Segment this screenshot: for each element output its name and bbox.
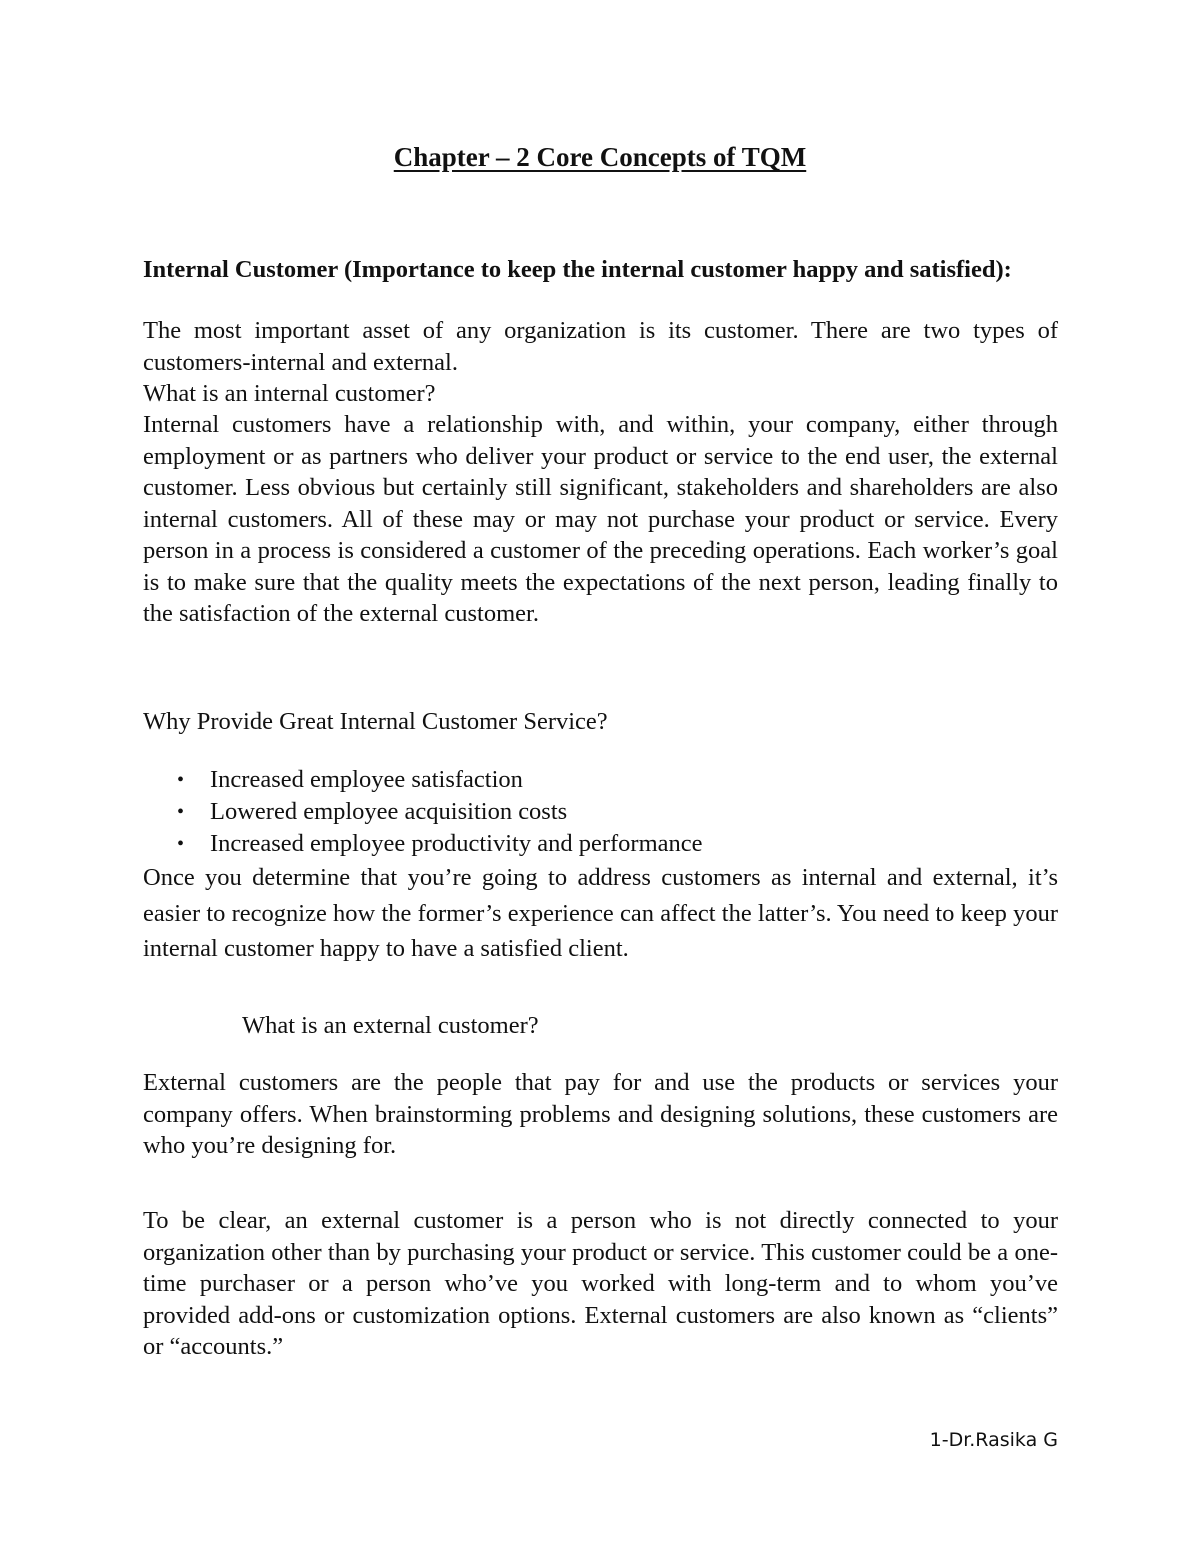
internal-customer-intro: The most important asset of any organization is its customer. There are two types of customers-internal and external. bbox=[143, 317, 1058, 376]
bullet-icon: • bbox=[177, 833, 185, 855]
list-item-text: Lowered employee acquisition costs bbox=[210, 798, 568, 825]
benefits-list bbox=[143, 764, 1058, 860]
list-item-text: Increased employee satisfaction bbox=[210, 766, 523, 793]
bullet-icon: • bbox=[177, 769, 185, 791]
list-item-text: Increased employee productivity and performance bbox=[210, 830, 703, 857]
bullet-icon: • bbox=[177, 801, 185, 823]
why-service-heading: Why Provide Great Internal Customer Service? bbox=[143, 708, 608, 735]
list-item bbox=[143, 796, 1058, 828]
external-customer-body: External customers are the people that pay for and use the products or services your company offers. When brainstorming problems and designing solutions, these customers are who you’re designing for. bbox=[143, 1069, 1058, 1159]
list-item bbox=[143, 828, 1058, 860]
internal-customer-heading: Internal Customer (Importance to keep the internal customer happy and satisfied): bbox=[143, 256, 1012, 283]
internal-customer-body: Internal customers have a relationship with, and within, your company, either through employment or as partners who deliver your product or service to the end user, the external customer. Less obvious but certainly still significant, stakeholders and shareholders are also internal customers. All of these may or may not purchase your product or service. Every person in a process is considered a customer of the preceding operations. Each worker’s goal is to make sure that the quality meets the expectations of the next person, leading finally to the satisfaction of the external customer. bbox=[143, 411, 1058, 627]
page-footer: 1-Dr.Rasika G bbox=[929, 1429, 1058, 1451]
page-title: Chapter – 2 Core Concepts of TQM bbox=[393, 142, 807, 172]
why-service-body: Once you determine that you’re going to address customers as internal and external, it’s easier to recognize how the former’s experience can affect the latter’s. You need to keep your internal customer happy to have a satisfied client. bbox=[143, 864, 1058, 962]
internal-customer-question: What is an internal customer? bbox=[143, 380, 436, 407]
external-customer-question: What is an external customer? bbox=[242, 1012, 539, 1039]
list-item bbox=[143, 764, 1058, 796]
external-customer-clarification: To be clear, an external customer is a person who is not directly connected to your organization other than by purchasing your product or service. This customer could be a one-time purchaser or a person who’ve you worked with long-term and to whom you’ve provided add-ons or customization options. External customers are also known as “clients” or “accounts.” bbox=[143, 1207, 1058, 1360]
